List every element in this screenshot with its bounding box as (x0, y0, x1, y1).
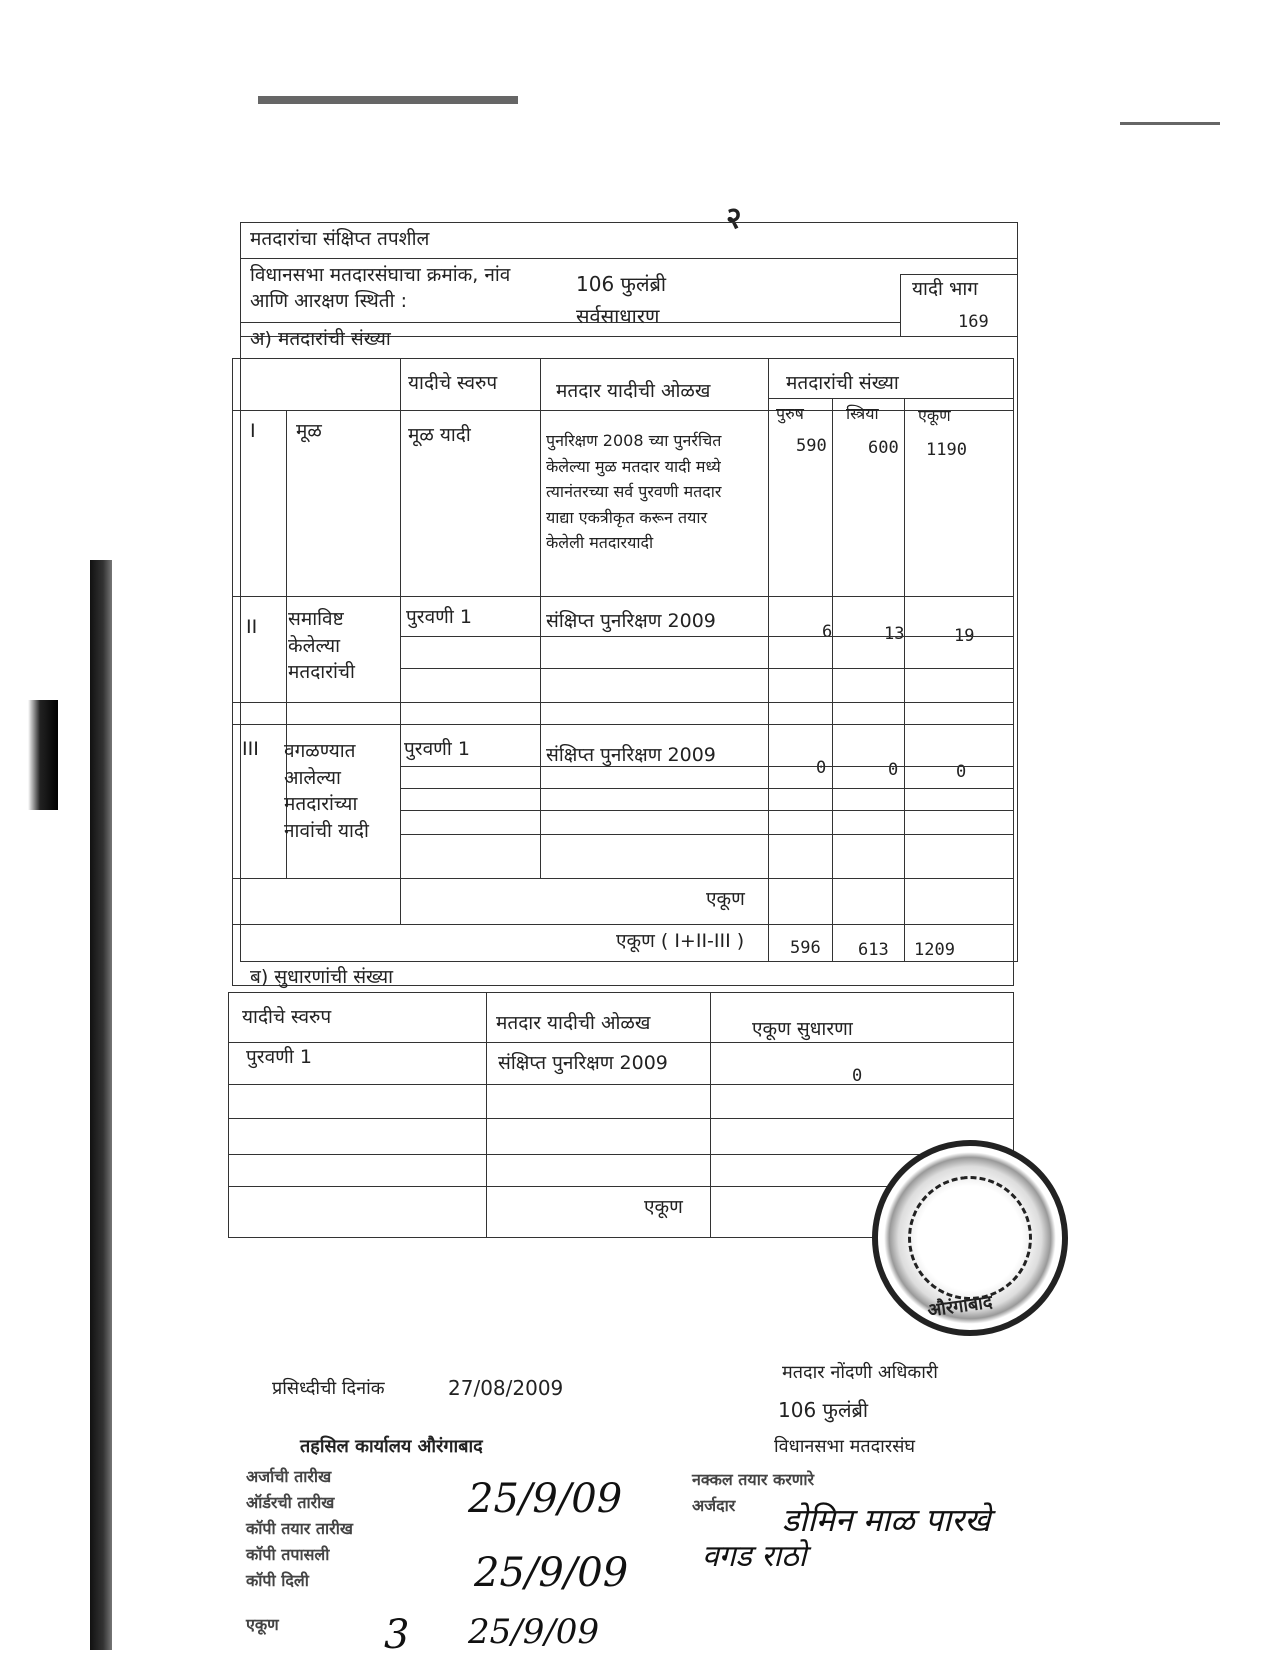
b-col-list-type: यादीचे स्वरुप (242, 1006, 332, 1028)
b-row-total: 0 (852, 1066, 863, 1086)
page-number-mark: २ (726, 201, 742, 236)
col-male: पुरुष (776, 404, 804, 423)
row-1-category: मूळ (296, 420, 322, 442)
b-row-list-id: संक्षिप्त पुनरिक्षण 2009 (498, 1052, 668, 1074)
row-3-male: 0 (816, 758, 827, 778)
handwritten-count: 3 (384, 1612, 410, 1658)
row-1-roman: I (250, 420, 256, 442)
grand-total-male: 596 (790, 938, 821, 958)
b-col-total: एकूण सुधारणा (752, 1018, 853, 1040)
section-a-title: अ) मतदारांची संख्या (250, 328, 391, 350)
row-2-list-id: संक्षिप्त पुनरिक्षण 2009 (546, 610, 716, 632)
row-1-male: 590 (796, 436, 827, 456)
handwritten-date-3: 25/9/09 (468, 1612, 600, 1652)
subtotal-label: एकूण (706, 888, 745, 910)
row-2-male: 6 (822, 622, 833, 642)
row-1-list-type: मूळ यादी (408, 424, 471, 446)
col-female: स्त्रिया (846, 404, 879, 423)
constituency-label-2: आणि आरक्षण स्थिती : (250, 290, 407, 312)
row-3-list-type: पुरवणी 1 (404, 738, 470, 760)
b-total-label: एकूण (644, 1196, 683, 1218)
officer-label: मतदार नोंदणी अधिकारी (782, 1362, 938, 1383)
part-number: 169 (958, 312, 989, 332)
handwritten-date-2: 25/9/09 (474, 1550, 629, 1596)
constituency-name: 106 फुलंब्री (576, 272, 667, 296)
grand-total-total: 1209 (914, 940, 955, 960)
published-date: 27/08/2009 (448, 1376, 564, 1400)
col-list-type: यादीचे स्वरुप (408, 372, 498, 394)
reservation-status: सर्वसाधारण (576, 304, 660, 328)
handwritten-signature-2: वगड राठो (702, 1539, 807, 1574)
copy-heading: नक्कल तयार करणारे (692, 1470, 815, 1489)
published-date-label: प्रसिध्दीची दिनांक (272, 1378, 385, 1399)
col-list-id: मतदार यादीची ओळख (556, 380, 711, 402)
row-3-total: 0 (956, 762, 967, 782)
scan-dark-edge-small (28, 700, 58, 810)
row-1-total: 1190 (926, 440, 967, 460)
scan-artifact-line (258, 96, 518, 104)
officer-assembly: विधानसभा मतदारसंघ (774, 1436, 916, 1457)
col-voter-count: मतदारांची संख्या (786, 372, 899, 394)
row-2-roman: II (246, 616, 258, 638)
copy-sub: अर्जदार (692, 1496, 736, 1515)
handwritten-date-1: 25/9/09 (468, 1476, 623, 1522)
b-row-list-type: पुरवणी 1 (246, 1046, 312, 1068)
grand-total-female: 613 (858, 940, 889, 960)
scan-dark-edge (90, 560, 112, 1650)
row-2-list-type: पुरवणी 1 (406, 606, 472, 628)
form-title: मतदारांचा संक्षिप्त तपशील (250, 228, 430, 250)
section-b-title: ब) सुधारणांची संख्या (250, 966, 394, 988)
seal-emblem (900, 1168, 1040, 1308)
scan-artifact-line (1120, 122, 1220, 125)
row-2-female: 13 (884, 624, 905, 644)
row-2-total: 19 (954, 626, 975, 646)
row-1-female: 600 (868, 438, 899, 458)
row-3-list-id: संक्षिप्त पुनरिक्षण 2009 (546, 744, 716, 766)
constituency-label-1: विधानसभा मतदारसंघाचा क्रमांक, नांव (250, 264, 511, 286)
row-3-category: वगळण्यात आलेल्या मतदारांच्या नावांची यादी (284, 740, 369, 842)
row-2-category: समाविष्ट केलेल्या मतदारांची (288, 608, 355, 684)
row-3-roman: III (242, 738, 259, 760)
part-label: यादी भाग (912, 278, 978, 300)
col-total: एकूण (918, 406, 951, 425)
b-col-list-id: मतदार यादीची ओळख (496, 1012, 651, 1034)
officer-constituency: 106 फुलंब्री (778, 1398, 869, 1422)
seal-text: औरंगाबाद (926, 1291, 994, 1322)
handwritten-signature-1: डोमिन माळ पारखे (782, 1501, 991, 1539)
row-3-female: 0 (888, 760, 899, 780)
voter-summary-form (236, 222, 1034, 1297)
office-heading: तहसिल कार्यालय औरंगाबाद (300, 1436, 483, 1457)
office-stamp-lines: अर्जाची तारीख ऑर्डरची तारीख कॉपी तयार तारीख कॉपी तपासली कॉपी दिली एकूण (246, 1467, 353, 1634)
grand-total-label: एकूण ( I+II-III ) (616, 930, 745, 952)
row-1-list-id: पुनरिक्षण 2008 च्या पुनर्रचित केलेल्या मुळ मतदार यादी मध्ये त्यानंतरच्या सर्व पुरवणी मतदार याद्या एकत्रीकृत करून तयार केलेली मतदारयादी (546, 431, 722, 553)
